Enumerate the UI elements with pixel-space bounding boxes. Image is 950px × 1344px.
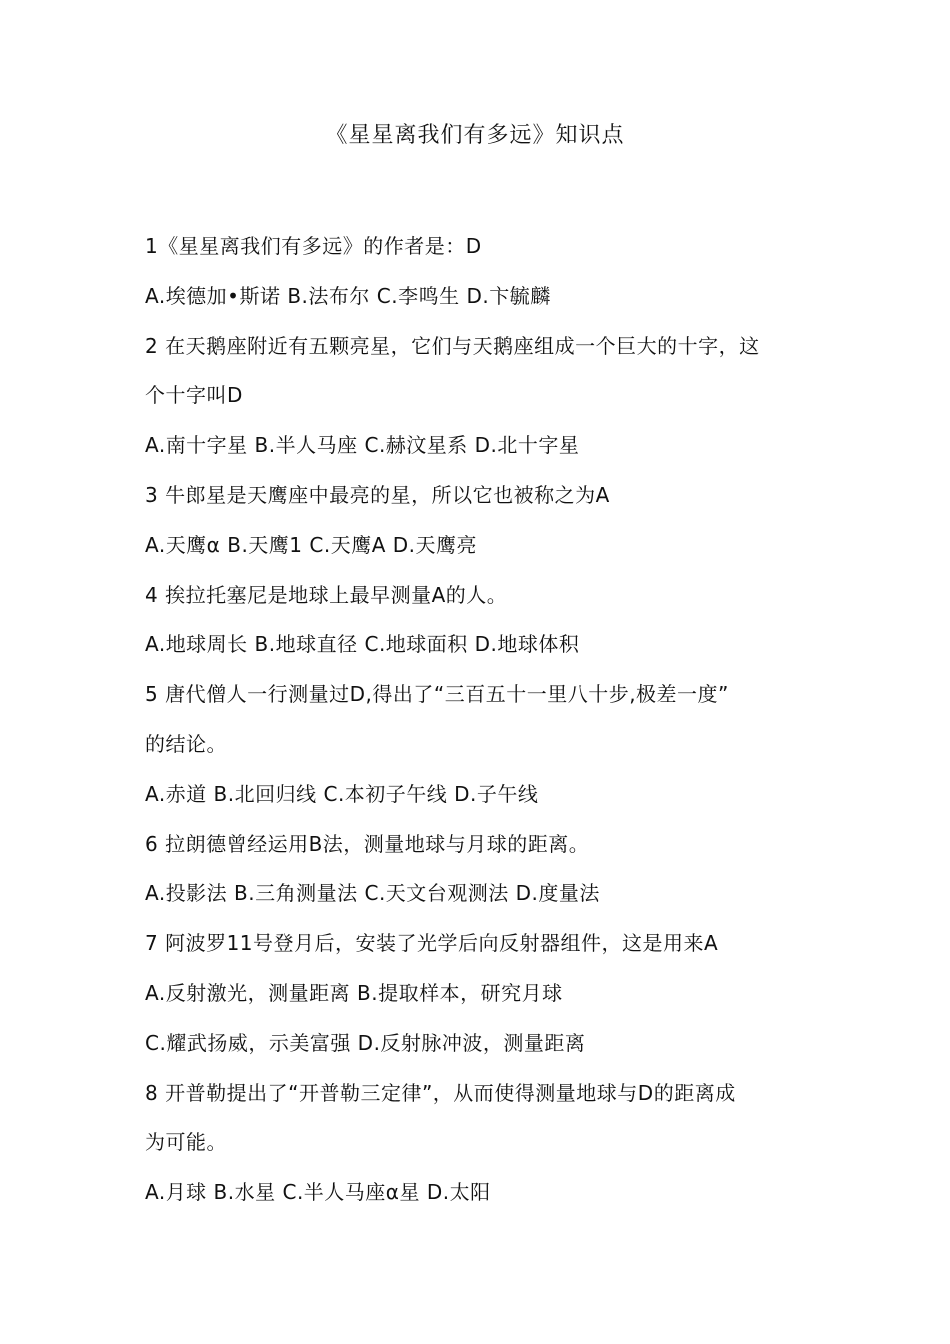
question-4: 4 挨拉托塞尼是地球上最早测量A的人。 [145, 582, 508, 607]
question-1-options: A.埃德加•斯诺 B.法布尔 C.李鸣生 D.卞毓麟 [145, 283, 551, 308]
question-8-options: A.月球 B.水星 C.半人马座α星 D.太阳 [145, 1180, 491, 1205]
document-body [145, 222, 810, 1218]
question-4-options: A.地球周长 B.地球直径 C.地球面积 D.地球体积 [145, 632, 580, 657]
question-8: 8 开普勒提出了“开普勒三定律”，从而使得测量地球与D的距离成 [145, 1080, 736, 1105]
question-7-options-ab: A.反射激光，测量距离 B.提取样本，研究月球 [145, 980, 563, 1005]
question-2-continued: 个十字叫D [145, 383, 243, 408]
question-7: 7 阿波罗11号登月后，安装了光学后向反射器组件，这是用来A [145, 931, 719, 956]
question-8-continued: 为可能。 [145, 1130, 227, 1155]
question-2: 2 在天鹅座附近有五颗亮星，它们与天鹅座组成一个巨大的十字，这 [145, 333, 760, 358]
question-6: 6 拉朗德曾经运用B法，测量地球与月球的距离。 [145, 831, 590, 856]
question-1: 1《星星离我们有多远》的作者是：D [145, 234, 482, 258]
question-3: 3 牛郎星是天鹰座中最亮的星，所以它也被称之为A [145, 482, 610, 507]
question-5: 5 唐代僧人一行测量过D,得出了“三百五十一里八十步,极差一度” [145, 682, 729, 707]
document-title: 《星星离我们有多远》知识点 [325, 123, 625, 148]
question-5-options: A.赤道 B.北回归线 C.本初子午线 D.子午线 [145, 781, 539, 806]
question-7-options-cd: C.耀武扬威，示美富强 D.反射脉冲波，测量距离 [145, 1030, 586, 1055]
question-5-continued: 的结论。 [145, 731, 227, 756]
question-6-options: A.投影法 B.三角测量法 C.天文台观测法 D.度量法 [145, 881, 600, 906]
question-2-options: A.南十字星 B.半人马座 C.赫汶星系 D.北十字星 [145, 433, 580, 458]
question-3-options: A.天鹰α B.天鹰1 C.天鹰A D.天鹰亮 [145, 532, 478, 557]
